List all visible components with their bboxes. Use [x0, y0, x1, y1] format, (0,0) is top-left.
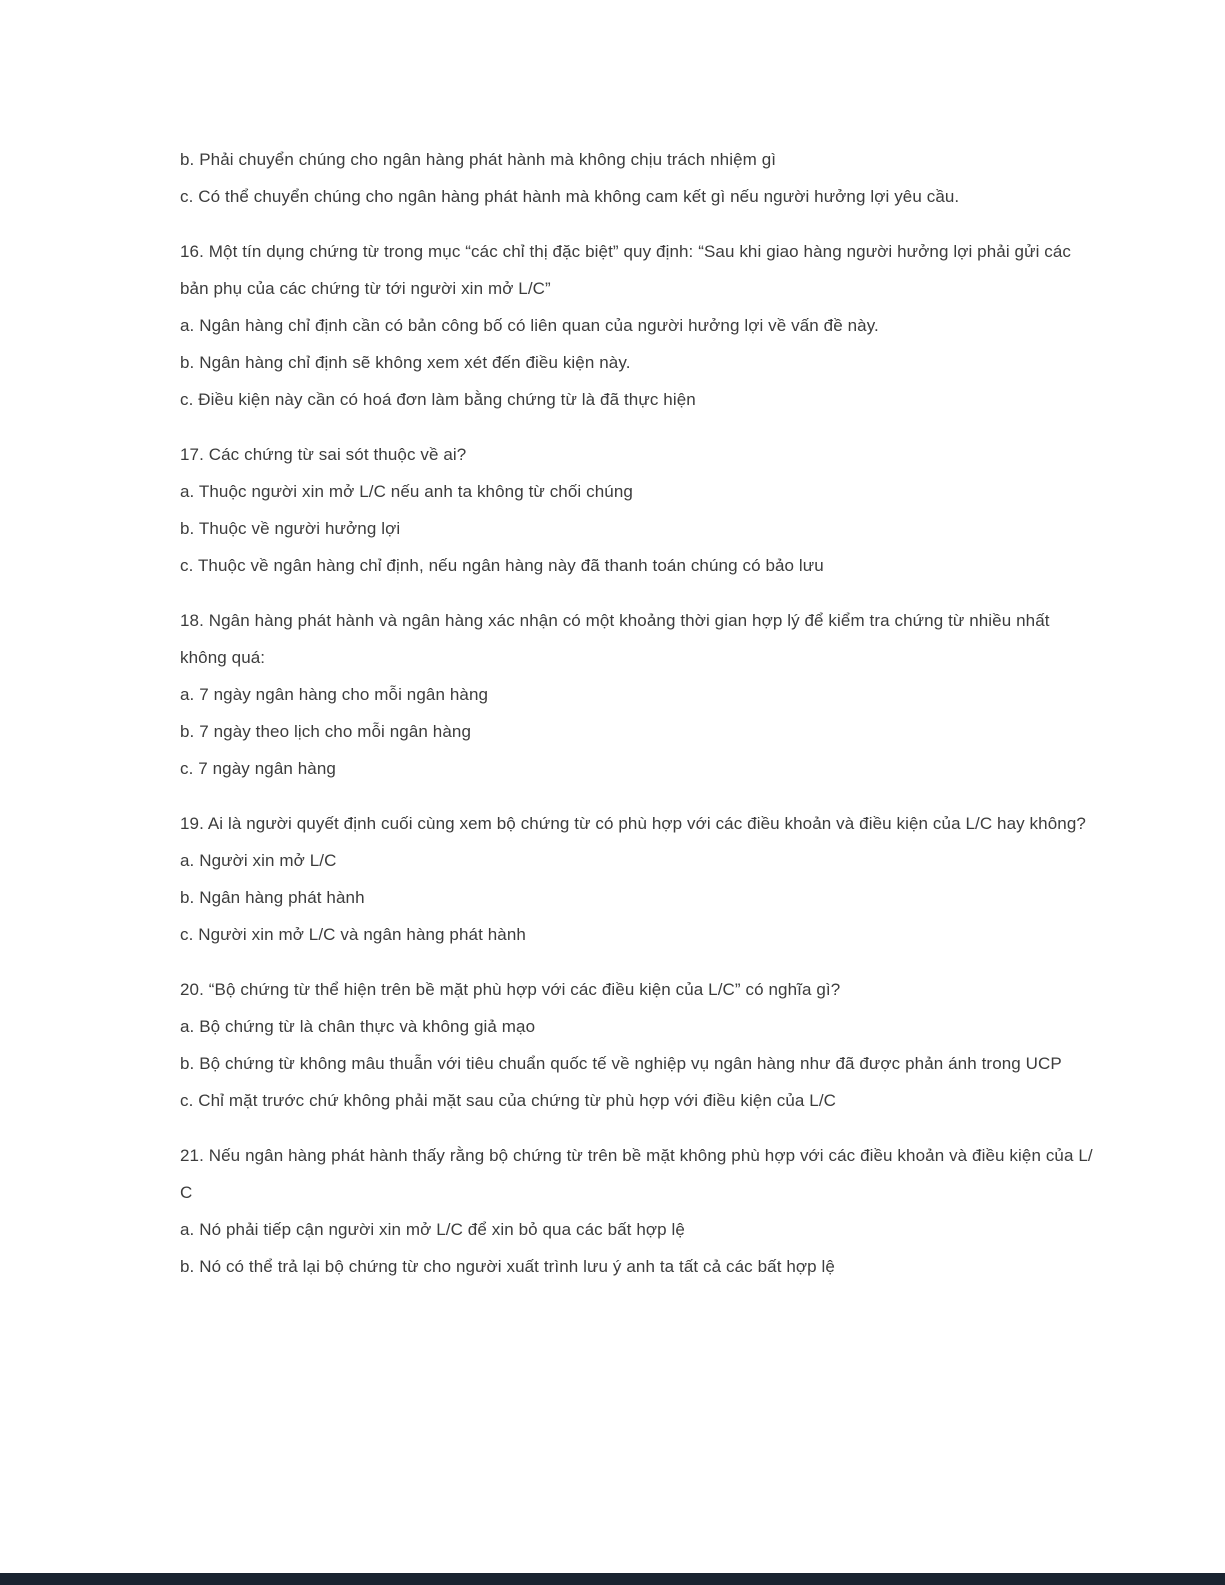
question-text-line: 18. Ngân hàng phát hành và ngân hàng xác nhận có một khoảng thời gian hợp lý để kiểm tra chứng từ nhiều nhất: [180, 611, 1050, 630]
question-block: [180, 814, 1086, 945]
option-text-line: a. Người xin mở L/C: [180, 851, 337, 870]
option-text-line: a. Ngân hàng chỉ định cần có bản công bố có liên quan của người hưởng lợi về vấn đề này.: [180, 316, 879, 335]
question-text-line: 17. Các chứng từ sai sót thuộc về ai?: [180, 445, 467, 464]
option-text-line: c. Điều kiện này cần có hoá đơn làm bằng chứng từ là đã thực hiện: [180, 390, 696, 409]
question-text-line: 16. Một tín dụng chứng từ trong mục “các chỉ thị đặc biệt” quy định: “Sau khi giao hàng người hưởng lợi phải gửi các: [180, 242, 1072, 261]
question-text-line: 20. “Bộ chứng từ thể hiện trên bề mặt phù hợp với các điều kiện của L/C” có nghĩa gì?: [180, 980, 841, 999]
option-text-line: b. Ngân hàng phát hành: [180, 888, 365, 907]
option-text-line: a. Bộ chứng từ là chân thực và không giả mạo: [180, 1017, 536, 1036]
option-text-line: a. 7 ngày ngân hàng cho mỗi ngân hàng: [180, 685, 489, 704]
footer-bar: [0, 1573, 1225, 1585]
question-block: [180, 611, 1080, 779]
option-text-line: c. Có thể chuyển chúng cho ngân hàng phát hành mà không cam kết gì nếu người hưởng lợi yêu cầu.: [180, 187, 960, 206]
option-text-line: c. 7 ngày ngân hàng: [180, 759, 336, 778]
answer-options-block: [180, 150, 1080, 207]
option-text-line: b. Phải chuyển chúng cho ngân hàng phát hành mà không chịu trách nhiệm gì: [180, 150, 777, 169]
question-block: [180, 242, 1080, 410]
question-text-line: 19. Ai là người quyết định cuối cùng xem bộ chứng từ có phù hợp với các điều khoản và điều kiện của L/C hay không?: [180, 814, 1086, 833]
option-text-line: a. Nó phải tiếp cận người xin mở L/C để xin bỏ qua các bất hợp lệ: [180, 1220, 685, 1239]
option-text-line: c. Thuộc về ngân hàng chỉ định, nếu ngân hàng này đã thanh toán chúng có bảo lưu: [180, 556, 824, 575]
option-text-line: không quá:: [180, 648, 266, 667]
question-text-line: 21. Nếu ngân hàng phát hành thấy rằng bộ chứng từ trên bề mặt không phù hợp với các điều khoản và điều kiện của L/: [180, 1146, 1093, 1165]
question-block: [180, 445, 1080, 576]
option-text-line: c. Người xin mở L/C và ngân hàng phát hành: [180, 925, 526, 944]
option-text-line: b. Ngân hàng chỉ định sẽ không xem xét đến điều kiện này.: [180, 353, 631, 372]
option-text-line: b. Nó có thể trả lại bộ chứng từ cho người xuất trình lưu ý anh ta tất cả các bất hợp lệ: [180, 1257, 835, 1276]
option-text-line: b. Bộ chứng từ không mâu thuẫn với tiêu chuẩn quốc tế về nghiệp vụ ngân hàng như đã được phản ánh trong UCP: [180, 1054, 1062, 1073]
option-text-line: c. Chỉ mặt trước chứ không phải mặt sau của chứng từ phù hợp với điều kiện của L/C: [180, 1091, 837, 1110]
option-text-line: b. 7 ngày theo lịch cho mỗi ngân hàng: [180, 722, 472, 741]
document-content: [180, 150, 1093, 1312]
question-block: [180, 1146, 1093, 1277]
option-text-line: bản phụ của các chứng từ tới người xin mở L/C”: [180, 279, 551, 298]
question-block: [180, 980, 1080, 1111]
option-text-line: a. Thuộc người xin mở L/C nếu anh ta không từ chối chúng: [180, 482, 633, 501]
option-text-line: b. Thuộc về người hưởng lợi: [180, 519, 401, 538]
option-text-line: C: [180, 1183, 193, 1202]
